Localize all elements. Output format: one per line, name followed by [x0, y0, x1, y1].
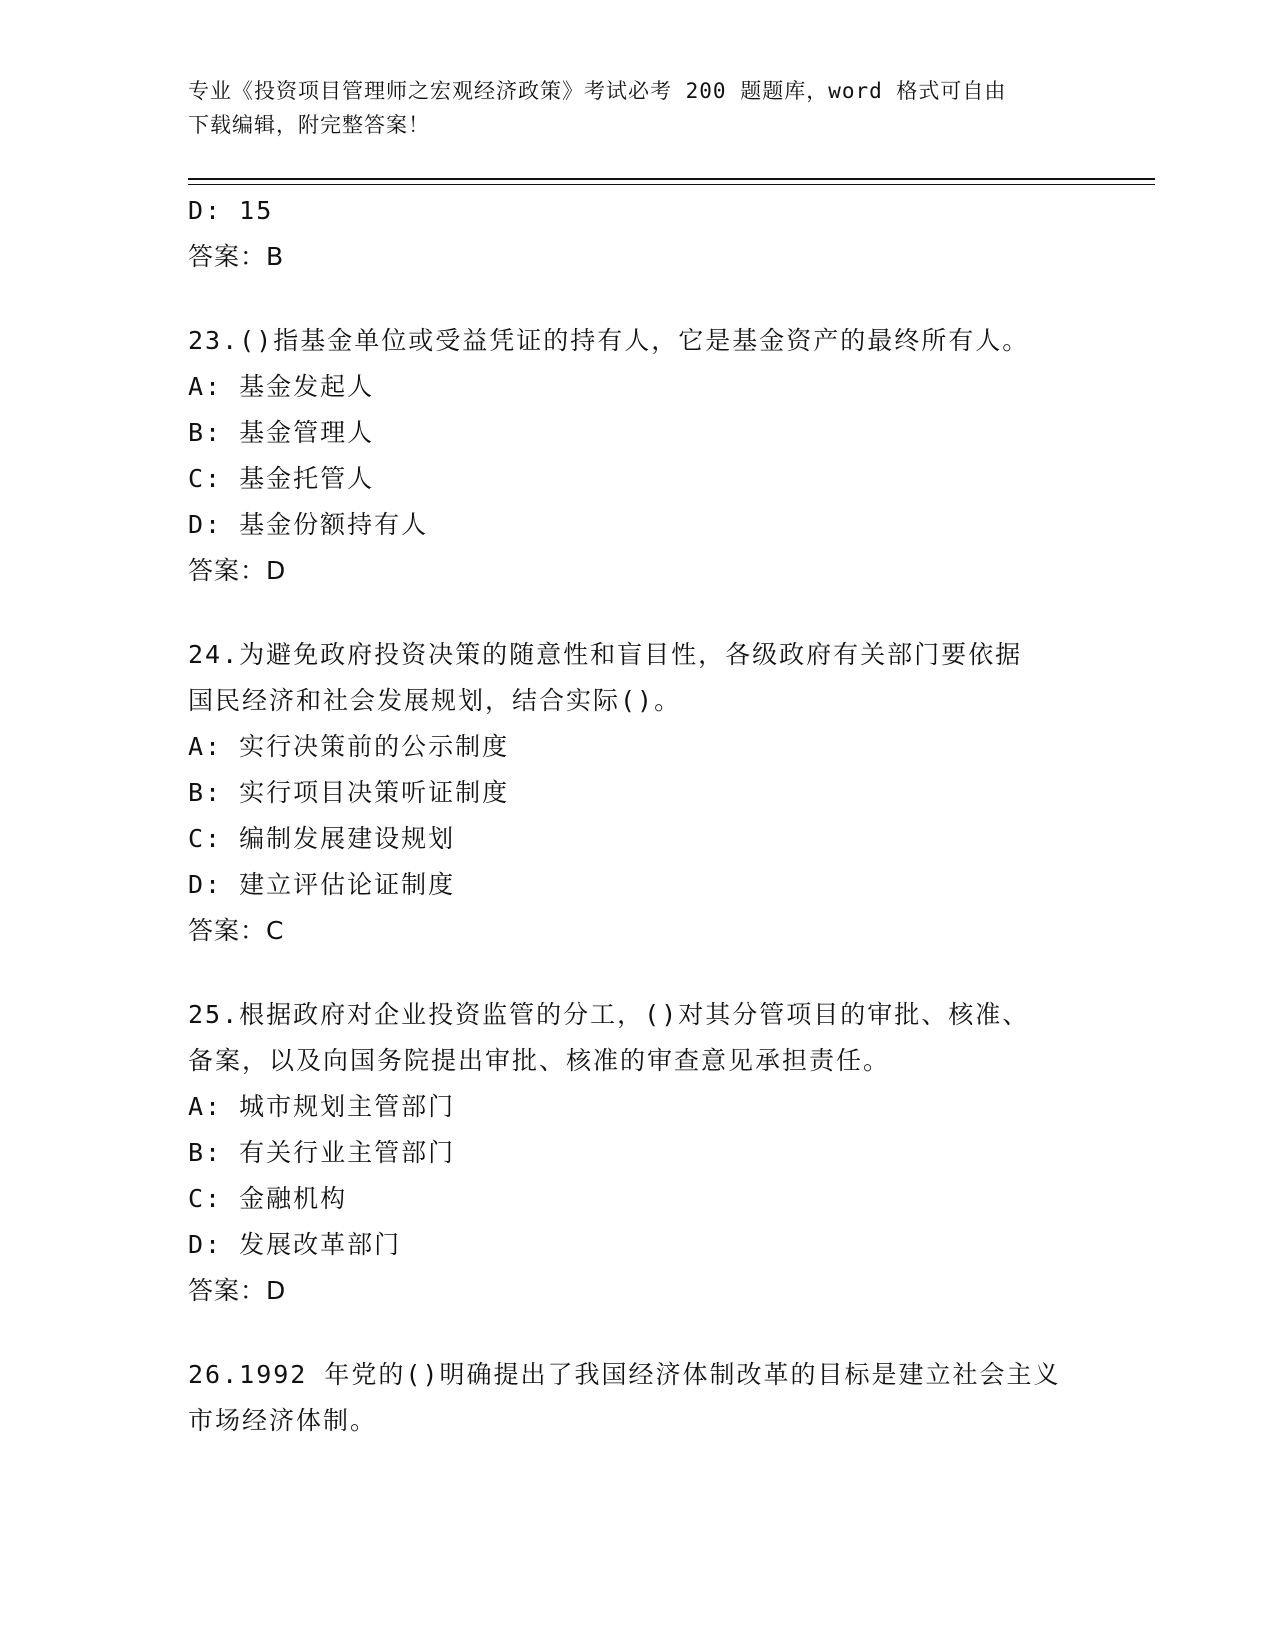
- option-b: B: 实行项目决策听证制度: [188, 778, 510, 807]
- question-stem-line-2: 国民经济和社会发展规划，结合实际()。: [188, 686, 682, 715]
- answer-line: 答案：C: [188, 916, 285, 945]
- question-stem-line-1: 26.1992 年党的()明确提出了我国经济体制改革的目标是建立社会主义: [188, 1360, 1061, 1389]
- header-divider-thick: [188, 178, 1155, 180]
- question-stem-line-2: 备案，以及向国务院提出审批、核准的审查意见承担责任。: [188, 1046, 891, 1075]
- header-line-2: 下载编辑，附完整答案！: [188, 113, 430, 137]
- option-c: C: 基金托管人: [188, 464, 375, 493]
- option-c: C: 编制发展建设规划: [188, 824, 456, 853]
- question-22-fragment: [188, 188, 1088, 280]
- option-b: B: 有关行业主管部门: [188, 1138, 456, 1167]
- question-stem-line-2: 市场经济体制。: [188, 1406, 378, 1435]
- option-a: A: 实行决策前的公示制度: [188, 732, 510, 761]
- option-a: A: 城市规划主管部门: [188, 1092, 456, 1121]
- question-stem-line-1: 25.根据政府对企业投资监管的分工，()对其分管项目的审批、核准、: [188, 1000, 1030, 1029]
- header-line-1: 专业《投资项目管理师之宏观经济政策》考试必考 200 题题库，word 格式可自由: [188, 79, 1007, 103]
- question-list: [188, 188, 1088, 1444]
- question-23: [188, 318, 1088, 594]
- question-26: [188, 1352, 1088, 1444]
- option-d: D: 15: [188, 196, 274, 225]
- option-d: D: 基金份额持有人: [188, 510, 429, 539]
- option-a: A: 基金发起人: [188, 372, 375, 401]
- question-spacer: [188, 594, 1088, 632]
- option-c: C: 金融机构: [188, 1184, 348, 1213]
- question-24: [188, 632, 1088, 954]
- question-spacer: [188, 280, 1088, 318]
- header-divider-thin: [188, 184, 1155, 185]
- answer-line: 答案：D: [188, 556, 287, 585]
- question-spacer: [188, 954, 1088, 992]
- question-stem: 23.()指基金单位或受益凭证的持有人，它是基金资产的最终所有人。: [188, 326, 1030, 355]
- document-header: [188, 74, 1068, 142]
- question-spacer: [188, 1314, 1088, 1352]
- option-b: B: 基金管理人: [188, 418, 375, 447]
- question-25: [188, 992, 1088, 1314]
- option-d: D: 发展改革部门: [188, 1230, 402, 1259]
- option-d: D: 建立评估论证制度: [188, 870, 456, 899]
- answer-line: 答案：B: [188, 242, 285, 271]
- question-stem-line-1: 24.为避免政府投资决策的随意性和盲目性，各级政府有关部门要依据: [188, 640, 1023, 669]
- answer-line: 答案：D: [188, 1276, 287, 1305]
